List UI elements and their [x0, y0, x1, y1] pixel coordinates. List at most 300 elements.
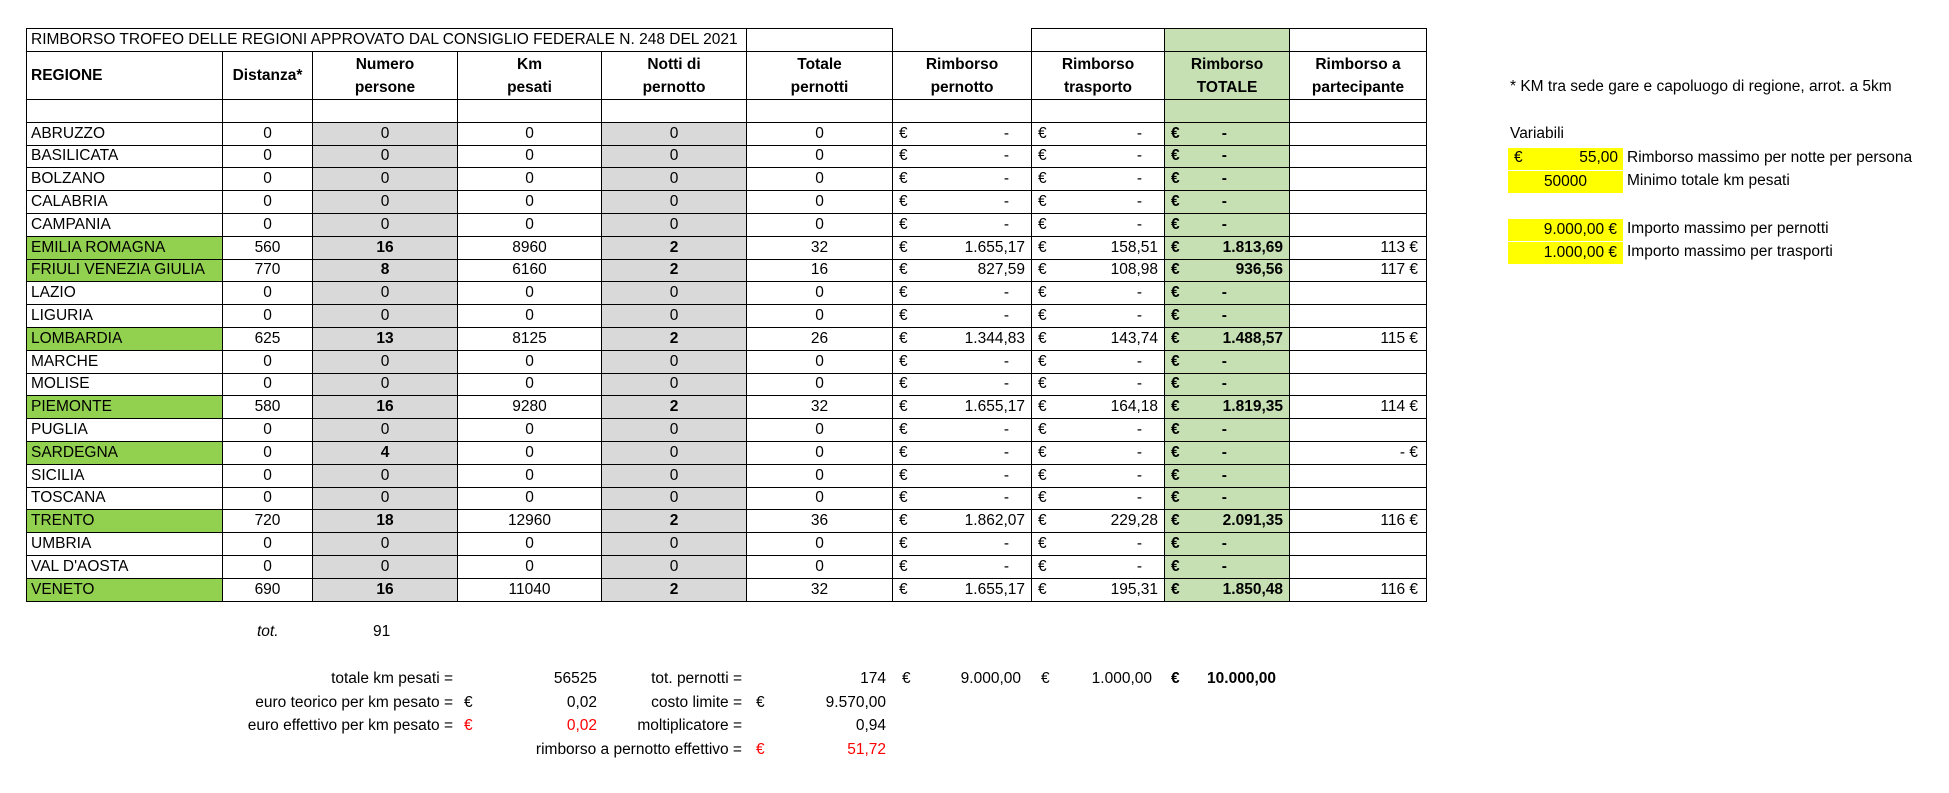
col-header-rimborso-totale[interactable]: [1165, 52, 1290, 100]
distanza-cell[interactable]: 0: [223, 533, 313, 556]
distanza-cell[interactable]: 560: [223, 236, 313, 259]
empty-cell[interactable]: [223, 100, 313, 123]
region-cell[interactable]: LAZIO: [27, 282, 223, 305]
rimborso-trasporto-cell[interactable]: [1032, 327, 1165, 350]
region-cell[interactable]: VENETO: [27, 578, 223, 601]
empty-cell[interactable]: [313, 100, 458, 123]
notti-cell[interactable]: 0: [602, 441, 747, 464]
header-line: pernotti: [790, 78, 849, 96]
rimborso-partecipante-cell[interactable]: [1290, 533, 1427, 556]
rimborso-trasporto-cell[interactable]: [1032, 510, 1165, 533]
notti-cell[interactable]: 0: [602, 191, 747, 214]
km-cell[interactable]: 0: [458, 555, 602, 578]
header-line: persone: [354, 78, 416, 96]
header-blank-cell[interactable]: [747, 29, 893, 52]
rimborso-trasporto-cell-value: 195,31: [1110, 580, 1158, 598]
persone-cell[interactable]: 0: [313, 168, 458, 191]
rimborso-pernotto-cell[interactable]: [893, 373, 1032, 396]
rimborso-totale-cell[interactable]: [1165, 145, 1290, 168]
notti-cell[interactable]: 0: [602, 533, 747, 556]
rimborso-partecipante-cell[interactable]: 115 €: [1290, 327, 1427, 350]
notti-cell[interactable]: 0: [602, 213, 747, 236]
pernotti-cell[interactable]: 0: [747, 282, 893, 305]
persone-cell[interactable]: 0: [313, 350, 458, 373]
col-header-rimborso-trasporto[interactable]: [1032, 52, 1165, 100]
region-cell[interactable]: UMBRIA: [27, 533, 223, 556]
rimborso-pernotto-cell-value: 1.344,83: [964, 329, 1025, 347]
currency-symbol: €: [899, 535, 908, 553]
rimborso-trasporto-cell[interactable]: [1032, 191, 1165, 214]
pernotti-cell[interactable]: 16: [747, 259, 893, 282]
region-cell[interactable]: BOLZANO: [27, 168, 223, 191]
rimborso-partecipante-cell[interactable]: 116 €: [1290, 578, 1427, 601]
rimborso-partecipante-cell[interactable]: 117 €: [1290, 259, 1427, 282]
distanza-cell[interactable]: 0: [223, 487, 313, 510]
rimborso-totale-cell-value: -: [1221, 215, 1227, 233]
rimborso-pernotto-cell[interactable]: [893, 555, 1032, 578]
rimborso-pernotto-cell[interactable]: [893, 305, 1032, 328]
rimborso-partecipante-cell[interactable]: [1290, 305, 1427, 328]
currency-symbol: €: [1171, 580, 1180, 598]
currency-symbol: €: [899, 215, 908, 233]
currency-symbol: €: [1038, 466, 1047, 484]
pernotti-cell[interactable]: 0: [747, 213, 893, 236]
region-cell[interactable]: ABRUZZO: [27, 122, 223, 145]
currency-symbol: €: [1038, 147, 1047, 165]
km-cell[interactable]: 0: [458, 145, 602, 168]
empty-cell[interactable]: [1165, 100, 1290, 123]
distanza-cell[interactable]: 0: [223, 555, 313, 578]
currency-symbol: €: [899, 398, 908, 416]
rimborso-pernotto-cell[interactable]: [893, 396, 1032, 419]
rimborso-partecipante-cell[interactable]: - €: [1290, 441, 1427, 464]
header-blank-cell[interactable]: [1032, 29, 1165, 52]
rimborso-pernotto-cell[interactable]: [893, 259, 1032, 282]
rimborso-trasporto-cell[interactable]: [1032, 236, 1165, 259]
km-cell[interactable]: 0: [458, 168, 602, 191]
table-row: [27, 327, 1427, 350]
notti-cell[interactable]: 0: [602, 555, 747, 578]
rimborso-partecipante-cell[interactable]: 114 €: [1290, 396, 1427, 419]
currency-symbol: €: [1038, 238, 1047, 256]
persone-cell[interactable]: 18: [313, 510, 458, 533]
persone-cell[interactable]: 0: [313, 213, 458, 236]
rimborso-totale-cell[interactable]: [1165, 533, 1290, 556]
pernotti-cell[interactable]: 26: [747, 327, 893, 350]
empty-cell[interactable]: [458, 100, 602, 123]
notti-cell[interactable]: 0: [602, 145, 747, 168]
persone-cell[interactable]: 4: [313, 441, 458, 464]
notti-cell[interactable]: 0: [602, 350, 747, 373]
pernotti-cell[interactable]: 0: [747, 373, 893, 396]
rimborso-partecipante-cell[interactable]: [1290, 168, 1427, 191]
distanza-cell[interactable]: 580: [223, 396, 313, 419]
sum-pernotto-value[interactable]: 9.000,00: [960, 670, 1021, 687]
rimborso-trasporto-cell[interactable]: [1032, 282, 1165, 305]
region-cell[interactable]: PUGLIA: [27, 419, 223, 442]
euro-teorico-value[interactable]: 0,02: [566, 694, 597, 711]
rimborso-partecipante-cell[interactable]: [1290, 350, 1427, 373]
notti-cell[interactable]: 0: [602, 122, 747, 145]
empty-cell[interactable]: [893, 100, 1032, 123]
header-blank-cell[interactable]: [893, 29, 1032, 52]
pernotti-cell[interactable]: 0: [747, 441, 893, 464]
distanza-cell[interactable]: 0: [223, 122, 313, 145]
km-cell[interactable]: 6160: [458, 259, 602, 282]
pernotti-cell[interactable]: 0: [747, 305, 893, 328]
km-cell[interactable]: 0: [458, 305, 602, 328]
rimborso-partecipante-cell[interactable]: 113 €: [1290, 236, 1427, 259]
rimborso-partecipante-cell[interactable]: 116 €: [1290, 510, 1427, 533]
rimborso-partecipante-cell[interactable]: [1290, 191, 1427, 214]
rimborso-trasporto-cell-value: -: [1136, 307, 1142, 325]
km-cell[interactable]: 0: [458, 350, 602, 373]
rimborso-pernotto-cell[interactable]: [893, 213, 1032, 236]
col-header-rimborso-pernotto[interactable]: [893, 52, 1032, 100]
region-cell[interactable]: SICILIA: [27, 464, 223, 487]
notti-cell[interactable]: 0: [602, 305, 747, 328]
region-cell[interactable]: LIGURIA: [27, 305, 223, 328]
empty-cell[interactable]: [1290, 100, 1427, 123]
pernotti-cell[interactable]: 0: [747, 191, 893, 214]
km-cell[interactable]: 9280: [458, 396, 602, 419]
min-km-value[interactable]: 50000: [1508, 171, 1623, 193]
currency-symbol: €: [1171, 535, 1180, 553]
km-cell[interactable]: 8125: [458, 327, 602, 350]
rimborso-trasporto-cell[interactable]: [1032, 305, 1165, 328]
rimborso-partecipante-cell[interactable]: [1290, 213, 1427, 236]
rimborso-trasporto-cell[interactable]: [1032, 555, 1165, 578]
currency-symbol: €: [899, 580, 908, 598]
pernotti-cell[interactable]: 0: [747, 419, 893, 442]
rimborso-totale-cell-value: -: [1221, 170, 1227, 188]
rimborso-totale-cell-value: 1.850,48: [1222, 580, 1283, 598]
currency-symbol: €: [1038, 215, 1047, 233]
currency-symbol: €: [899, 512, 908, 530]
persone-cell[interactable]: 16: [313, 396, 458, 419]
rimborso-trasporto-cell[interactable]: [1032, 145, 1165, 168]
col-header-totale-pernotti[interactable]: [747, 52, 893, 100]
rimborso-pernotto-effettivo-label: rimborso a pernotto effettivo =: [535, 741, 742, 758]
persone-cell[interactable]: 0: [313, 282, 458, 305]
rimborso-pernotto-cell[interactable]: [893, 168, 1032, 191]
rimborso-pernotto-cell[interactable]: [893, 419, 1032, 442]
persone-cell[interactable]: 8: [313, 259, 458, 282]
notti-cell[interactable]: 2: [602, 578, 747, 601]
km-cell[interactable]: 0: [458, 441, 602, 464]
rimborso-totale-cell[interactable]: [1165, 168, 1290, 191]
rimborso-totale-cell-value: 1.813,69: [1222, 238, 1283, 256]
km-cell[interactable]: 0: [458, 533, 602, 556]
notti-cell[interactable]: 0: [602, 282, 747, 305]
table-row: [27, 236, 1427, 259]
region-cell[interactable]: CAMPANIA: [27, 213, 223, 236]
persone-cell[interactable]: 0: [313, 122, 458, 145]
max-notte-cell[interactable]: [1508, 148, 1623, 170]
table-row: [27, 168, 1427, 191]
distanza-cell[interactable]: 770: [223, 259, 313, 282]
km-cell[interactable]: 0: [458, 122, 602, 145]
currency-symbol: €: [899, 557, 908, 575]
region-cell[interactable]: MARCHE: [27, 350, 223, 373]
rimborso-totale-cell[interactable]: [1165, 441, 1290, 464]
distanza-cell[interactable]: 0: [223, 305, 313, 328]
costo-limite-value[interactable]: 9.570,00: [825, 694, 886, 711]
pernotti-cell[interactable]: 0: [747, 145, 893, 168]
persone-cell[interactable]: 0: [313, 533, 458, 556]
distanza-cell[interactable]: 0: [223, 441, 313, 464]
region-cell[interactable]: MOLISE: [27, 373, 223, 396]
rimborso-pernotto-cell[interactable]: [893, 145, 1032, 168]
km-cell[interactable]: 0: [458, 213, 602, 236]
currency-symbol: €: [1038, 512, 1047, 530]
rimborso-trasporto-cell[interactable]: [1032, 259, 1165, 282]
rimborso-pernotto-cell[interactable]: [893, 282, 1032, 305]
euro-effettivo-value[interactable]: 0,02: [566, 717, 597, 734]
notti-cell[interactable]: 2: [602, 259, 747, 282]
max-pernotti-value[interactable]: 9.000,00 €: [1508, 219, 1623, 241]
distanza-cell[interactable]: 625: [223, 327, 313, 350]
notti-cell[interactable]: 0: [602, 419, 747, 442]
rimborso-trasporto-cell[interactable]: [1032, 487, 1165, 510]
distanza-cell[interactable]: 0: [223, 145, 313, 168]
notti-cell[interactable]: 0: [602, 168, 747, 191]
rimborso-totale-cell[interactable]: [1165, 373, 1290, 396]
sum-totale-value[interactable]: 10.000,00: [1207, 670, 1276, 687]
persone-cell[interactable]: 16: [313, 236, 458, 259]
rimborso-pernotto-cell[interactable]: [893, 441, 1032, 464]
rimborso-partecipante-cell[interactable]: [1290, 145, 1427, 168]
rimborso-totale-cell[interactable]: [1165, 419, 1290, 442]
table-row: [27, 419, 1427, 442]
pernotti-cell[interactable]: 0: [747, 487, 893, 510]
persone-cell[interactable]: 0: [313, 145, 458, 168]
km-pesati-value[interactable]: 56525: [553, 670, 597, 687]
col-header-regione[interactable]: REGIONE: [27, 52, 223, 100]
region-cell[interactable]: PIEMONTE: [27, 396, 223, 419]
notti-cell[interactable]: 0: [602, 373, 747, 396]
notti-cell[interactable]: 2: [602, 396, 747, 419]
rimborso-partecipante-cell[interactable]: [1290, 487, 1427, 510]
currency-symbol: €: [1171, 147, 1180, 165]
tot-pernotti-value[interactable]: 174: [860, 670, 886, 687]
currency-symbol: €: [899, 193, 908, 211]
rimborso-totale-cell[interactable]: [1165, 236, 1290, 259]
km-cell[interactable]: 11040: [458, 578, 602, 601]
rimborso-totale-cell[interactable]: [1165, 122, 1290, 145]
rimborso-trasporto-cell-value: -: [1136, 489, 1142, 507]
rimborso-pernotto-cell[interactable]: [893, 578, 1032, 601]
distanza-cell[interactable]: 0: [223, 213, 313, 236]
rimborso-totale-cell[interactable]: [1165, 510, 1290, 533]
empty-cell[interactable]: [27, 100, 223, 123]
distanza-cell[interactable]: 0: [223, 191, 313, 214]
rimborso-totale-cell[interactable]: [1165, 213, 1290, 236]
rimborso-trasporto-cell[interactable]: [1032, 396, 1165, 419]
km-cell[interactable]: 8960: [458, 236, 602, 259]
rimborso-pernotto-cell[interactable]: [893, 510, 1032, 533]
currency-symbol: €: [1038, 535, 1047, 553]
rimborso-trasporto-cell[interactable]: [1032, 419, 1165, 442]
km-cell[interactable]: 0: [458, 487, 602, 510]
rimborso-trasporto-cell[interactable]: [1032, 350, 1165, 373]
empty-cell[interactable]: [1032, 100, 1165, 123]
distanza-cell[interactable]: 0: [223, 168, 313, 191]
pernotti-cell[interactable]: 0: [747, 122, 893, 145]
notti-cell[interactable]: 2: [602, 327, 747, 350]
rimborso-totale-cell[interactable]: [1165, 327, 1290, 350]
pernotti-cell[interactable]: 32: [747, 396, 893, 419]
rimborso-pernotto-cell[interactable]: [893, 191, 1032, 214]
rimborso-totale-cell[interactable]: [1165, 464, 1290, 487]
rimborso-trasporto-cell-value: 158,51: [1110, 238, 1158, 256]
rimborso-totale-cell-value: -: [1221, 193, 1227, 211]
pernotti-cell[interactable]: 36: [747, 510, 893, 533]
rimborso-pernotto-cell[interactable]: [893, 327, 1032, 350]
distanza-cell[interactable]: 720: [223, 510, 313, 533]
pernotti-cell[interactable]: 0: [747, 464, 893, 487]
rimborso-pernotto-cell[interactable]: [893, 464, 1032, 487]
currency-symbol: €: [899, 375, 908, 393]
distanza-cell[interactable]: 690: [223, 578, 313, 601]
sheet-title[interactable]: RIMBORSO TROFEO DELLE REGIONI APPROVATO DAL CONSIGLIO FEDERALE N. 248 DEL 2021: [27, 29, 747, 52]
table-row: [27, 259, 1427, 282]
rimborso-trasporto-cell-value: -: [1136, 284, 1142, 302]
persone-cell[interactable]: 0: [313, 487, 458, 510]
header-line: pernotto: [930, 78, 994, 96]
rimborso-totale-cell[interactable]: [1165, 555, 1290, 578]
km-cell[interactable]: 0: [458, 464, 602, 487]
currency-symbol: €: [1171, 170, 1180, 188]
empty-cell[interactable]: [602, 100, 747, 123]
persone-cell[interactable]: 0: [313, 555, 458, 578]
pernotti-cell[interactable]: 32: [747, 236, 893, 259]
col-header-rimborso-partecipante[interactable]: [1290, 52, 1427, 100]
rimborso-pernotto-cell[interactable]: [893, 236, 1032, 259]
pernotti-cell[interactable]: 32: [747, 578, 893, 601]
region-cell[interactable]: FRIULI VENEZIA GIULIA: [27, 259, 223, 282]
distanza-cell[interactable]: 0: [223, 464, 313, 487]
persone-cell[interactable]: 16: [313, 578, 458, 601]
rimborso-partecipante-cell[interactable]: [1290, 373, 1427, 396]
distanza-cell[interactable]: 0: [223, 373, 313, 396]
rimborso-totale-cell[interactable]: [1165, 396, 1290, 419]
pernotti-cell[interactable]: 0: [747, 533, 893, 556]
currency-symbol: €: [1038, 398, 1047, 416]
distanza-cell[interactable]: 0: [223, 282, 313, 305]
rimborso-trasporto-cell[interactable]: [1032, 578, 1165, 601]
region-cell[interactable]: TOSCANA: [27, 487, 223, 510]
region-cell[interactable]: SARDEGNA: [27, 441, 223, 464]
rimborso-partecipante-cell[interactable]: [1290, 464, 1427, 487]
rimborso-partecipante-cell[interactable]: [1290, 419, 1427, 442]
km-cell[interactable]: 0: [458, 191, 602, 214]
km-cell[interactable]: 12960: [458, 510, 602, 533]
header-blank-cell[interactable]: [1290, 29, 1427, 52]
persone-cell[interactable]: 0: [313, 305, 458, 328]
currency-symbol: €: [1041, 670, 1050, 687]
persone-cell[interactable]: 0: [313, 373, 458, 396]
rimborso-trasporto-cell[interactable]: [1032, 122, 1165, 145]
rimborso-totale-cell[interactable]: [1165, 487, 1290, 510]
header-blank-cell[interactable]: [1165, 29, 1290, 52]
tot-persone-value[interactable]: 91: [373, 623, 391, 640]
km-cell[interactable]: 0: [458, 373, 602, 396]
pernotti-cell[interactable]: 0: [747, 168, 893, 191]
col-header-notti[interactable]: [602, 52, 747, 100]
rimborso-totale-cell-value: 1.488,57: [1222, 329, 1283, 347]
rimborso-totale-cell[interactable]: [1165, 282, 1290, 305]
max-trasporti-value[interactable]: 1.000,00 €: [1508, 242, 1623, 264]
distanza-cell[interactable]: 0: [223, 350, 313, 373]
rimborso-pernotto-cell[interactable]: [893, 487, 1032, 510]
rimborso-trasporto-cell[interactable]: [1032, 464, 1165, 487]
km-cell[interactable]: 0: [458, 282, 602, 305]
rimborso-totale-cell[interactable]: [1165, 305, 1290, 328]
rimborso-pernotto-cell[interactable]: [893, 533, 1032, 556]
rimborso-trasporto-cell[interactable]: [1032, 441, 1165, 464]
persone-cell[interactable]: 0: [313, 419, 458, 442]
region-cell[interactable]: CALABRIA: [27, 191, 223, 214]
pernotti-cell[interactable]: 0: [747, 350, 893, 373]
pernotti-cell[interactable]: 0: [747, 555, 893, 578]
region-cell[interactable]: TRENTO: [27, 510, 223, 533]
region-cell[interactable]: VAL D'AOSTA: [27, 555, 223, 578]
currency-symbol: €: [1038, 580, 1047, 598]
region-cell[interactable]: EMILIA ROMAGNA: [27, 236, 223, 259]
rimborso-pernotto-cell-value: 827,59: [977, 261, 1025, 279]
sum-trasporto-value[interactable]: 1.000,00: [1091, 670, 1152, 687]
rimborso-totale-cell[interactable]: [1165, 259, 1290, 282]
rimborso-pernotto-cell[interactable]: [893, 350, 1032, 373]
rimborso-totale-cell-value: -: [1221, 375, 1227, 393]
rimborso-pernotto-cell[interactable]: [893, 122, 1032, 145]
moltiplicatore-value[interactable]: 0,94: [855, 717, 886, 734]
rimborso-trasporto-cell[interactable]: [1032, 373, 1165, 396]
rimborso-totale-cell[interactable]: [1165, 578, 1290, 601]
rimborso-pernotto-cell-value: -: [1003, 147, 1009, 165]
rimborso-totale-cell[interactable]: [1165, 191, 1290, 214]
rimborso-partecipante-cell[interactable]: [1290, 555, 1427, 578]
header-line: Totale: [797, 55, 842, 73]
col-header-numero-persone[interactable]: [313, 52, 458, 100]
empty-cell[interactable]: [747, 100, 893, 123]
distanza-cell[interactable]: 0: [223, 419, 313, 442]
notti-cell[interactable]: 2: [602, 510, 747, 533]
col-header-km-pesati[interactable]: [458, 52, 602, 100]
rimborso-trasporto-cell[interactable]: [1032, 213, 1165, 236]
persone-cell[interactable]: 0: [313, 191, 458, 214]
notti-cell[interactable]: 0: [602, 464, 747, 487]
rimborso-trasporto-cell[interactable]: [1032, 168, 1165, 191]
rimborso-pernotto-cell-value: 1.862,07: [964, 512, 1025, 530]
persone-cell[interactable]: 13: [313, 327, 458, 350]
rimborso-partecipante-cell[interactable]: [1290, 122, 1427, 145]
region-cell[interactable]: LOMBARDIA: [27, 327, 223, 350]
col-header-distanza[interactable]: Distanza*: [223, 52, 313, 100]
notti-cell[interactable]: 2: [602, 236, 747, 259]
rimborso-trasporto-cell[interactable]: [1032, 533, 1165, 556]
region-cell[interactable]: BASILICATA: [27, 145, 223, 168]
rimborso-pernotto-effettivo-value[interactable]: 51,72: [847, 741, 886, 758]
rimborso-pernotto-cell-value: -: [1003, 375, 1009, 393]
rimborso-totale-cell[interactable]: [1165, 350, 1290, 373]
km-cell[interactable]: 0: [458, 419, 602, 442]
persone-cell[interactable]: 0: [313, 464, 458, 487]
notti-cell[interactable]: 0: [602, 487, 747, 510]
currency-symbol: €: [1514, 149, 1523, 166]
rimborso-partecipante-cell[interactable]: [1290, 282, 1427, 305]
